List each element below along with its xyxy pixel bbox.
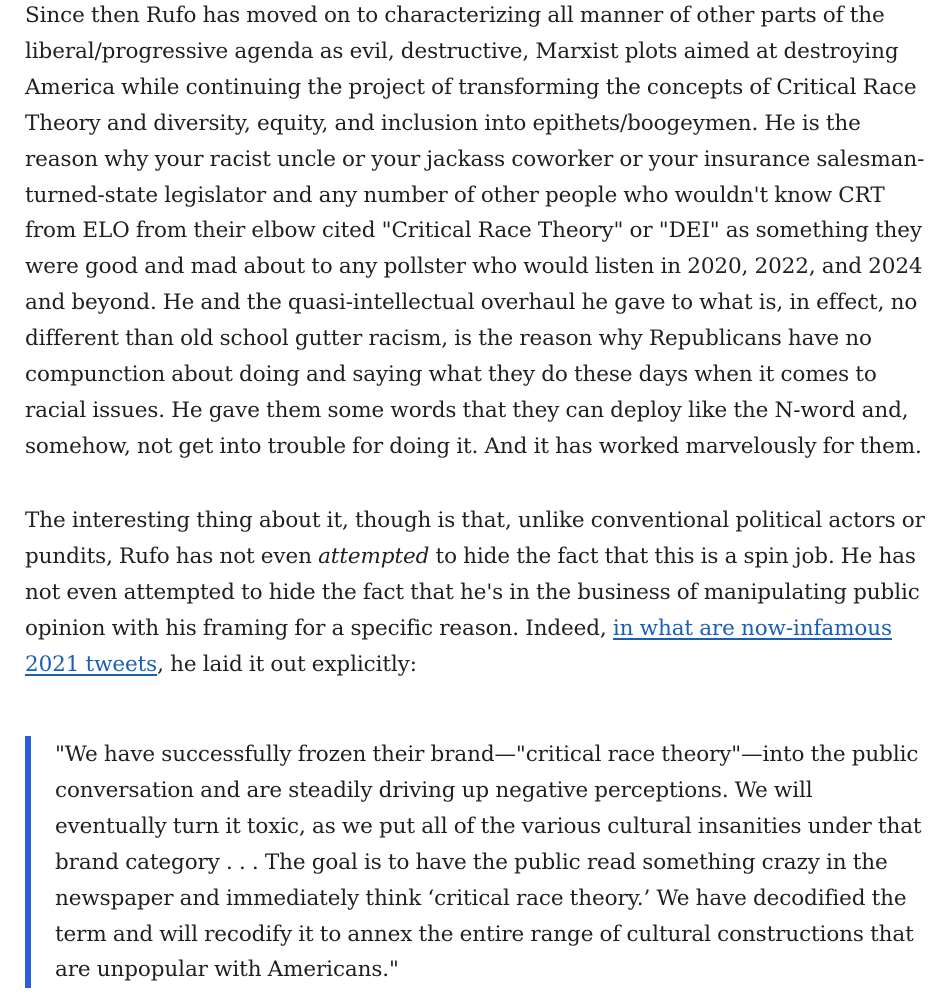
blockquote [25,736,930,988]
paragraph-2-text-start: The interesting thing about it, though is that, unlike conventional political actors or pundits, Rufo has not even [25,508,925,569]
article-paragraph-1: Since then Rufo has moved on to characterizing all manner of other parts of the liberal/progressive agenda as evil, destructive, Marxist plots aimed at destroying America while continuing the project of transforming the concepts of Critical Race Theory and diversity, equity, and inclusion into epithets/boogeymen. He is the reason why your racist uncle or your jackass coworker or your insurance salesman-turned-state legislator and any number of other people who wouldn't know CRT from ELO from their elbow cited "Critical Race Theory" or "DEI" as something they were good and mad about to any pollster who would listen in 2020, 2022, and 2024 and beyond. He and the quasi-intellectual overhaul he gave to what is, in effect, no different than old school gutter racism, is the reason why Republicans have no compunction about doing and saying what they do these days when it comes to racial issues. He gave them some words that they can deploy like the N-word and, somehow, not get into trouble for doing it. And it has worked marvelously for them. [25,3,925,459]
article-paragraph-2 [25,503,930,683]
emphasis-attempted: attempted [318,543,430,569]
paragraph-2-text-end: , he laid it out explicitly: [157,651,417,677]
paragraph-2-text-middle: to hide the fact that this is a spin job. He has not even attempted to hide the fact that he's in the business of manipulating public opinion with his framing for a specific reason. Indeed, [25,543,920,641]
blockquote-text: "We have successfully frozen their brand—"critical race theory"—into the public conversation and are steadily driving up negative perceptions. We will eventually turn it toxic, as we put all of the various cultural insanities under that brand category . . . The goal is to have the public read something crazy in the newspaper and immediately think ‘critical race theory.’ We have decodified the term and will recodify it to annex the entire range of cultural constructions that are unpopular with Americans." [55,742,922,983]
tweets-link[interactable]: in what are now-infamous 2021 tweets [25,615,892,677]
